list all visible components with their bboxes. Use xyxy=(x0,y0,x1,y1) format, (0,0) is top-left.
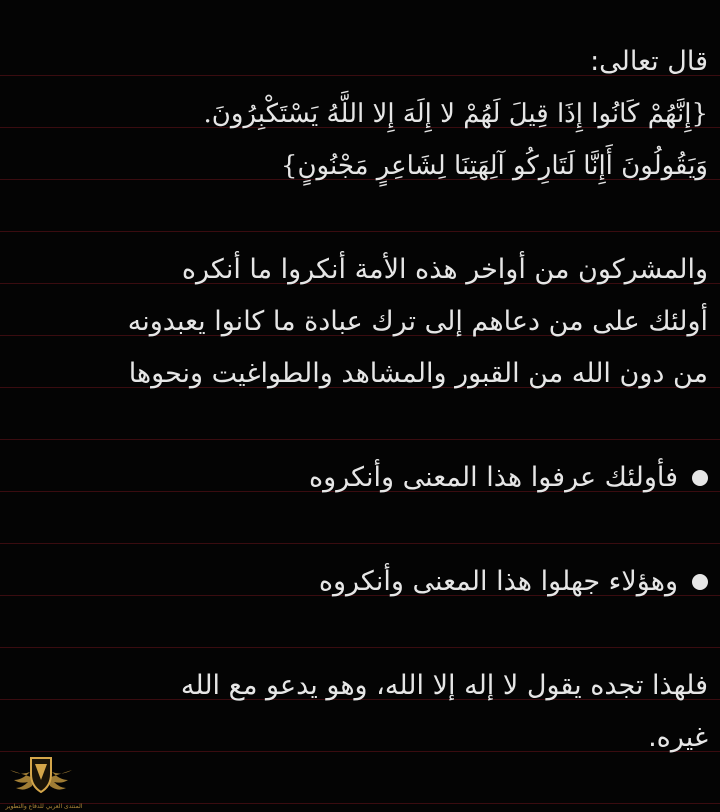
bullet-item xyxy=(10,452,708,504)
bullet-text: وهؤلاء جهلوا هذا المعنى وأنكروه xyxy=(318,566,678,597)
watermark-logo xyxy=(4,750,83,810)
bullet-dot-icon xyxy=(692,470,708,486)
paragraph-line: من دون الله من القبور والمشاهد والطواغيت ونحوها xyxy=(128,358,708,389)
bullet-text: فأولئك عرفوا هذا المعنى وأنكروه xyxy=(309,462,678,493)
closing-line: فلهذا تجده يقول لا إله إلا الله، وهو يدعو مع الله xyxy=(180,670,708,701)
verse-block xyxy=(10,36,708,192)
bullet-item xyxy=(10,556,708,608)
closing-line: غيره. xyxy=(648,722,708,753)
intro-label: قال تعالى: xyxy=(590,46,708,77)
paragraph-block xyxy=(10,244,708,400)
watermark-text: المنتدى العربي للدفاع والتطوير xyxy=(5,803,83,810)
paragraph-line: والمشركون من أواخر هذه الأمة أنكروا ما أنكره xyxy=(181,254,708,285)
verse-line-2: وَيَقُولُونَ أَإِنَّا لَتَارِكُو آلِهَتِنَا لِشَاعِرٍ مَجْنُونٍ} xyxy=(280,151,708,181)
closing-block xyxy=(10,660,708,764)
winged-shield-icon xyxy=(4,750,78,802)
verse-line-1: {إِنَّهُمْ كَانُوا إِذَا قِيلَ لَهُمْ لا إِلَهَ إِلا اللَّهُ يَسْتَكْبِرُونَ. xyxy=(203,99,708,129)
paragraph-line: أولئك على من دعاهم إلى ترك عبادة ما كانوا يعبدونه xyxy=(127,306,708,337)
bullet-dot-icon xyxy=(692,574,708,590)
